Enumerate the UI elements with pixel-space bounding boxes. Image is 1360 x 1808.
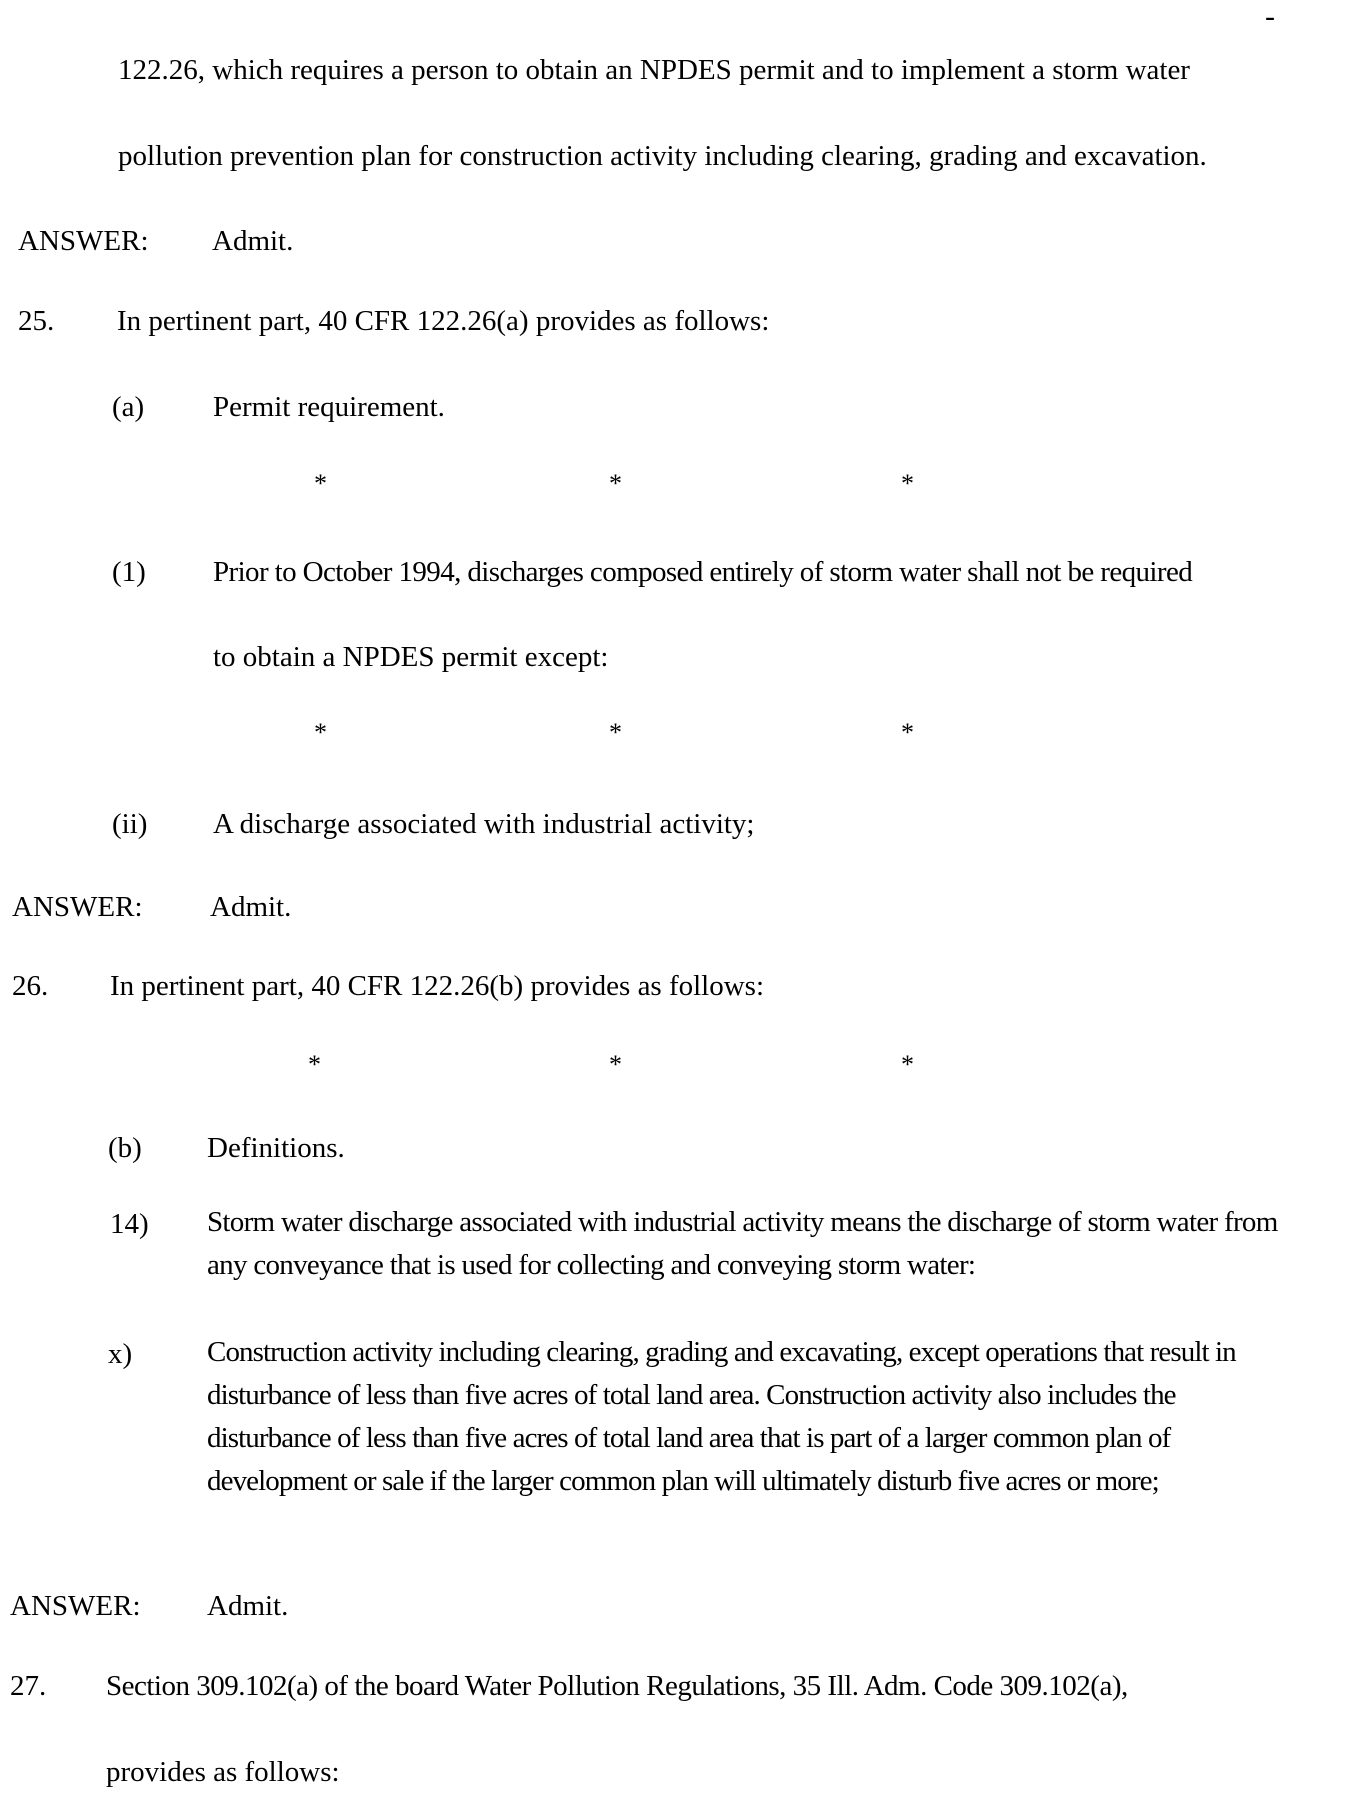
answer-label: ANSWER: xyxy=(10,1590,141,1622)
ellipsis-star: * xyxy=(901,718,914,747)
ellipsis-star: * xyxy=(609,469,622,498)
ellipsis-star: * xyxy=(901,1050,914,1079)
sub-text-b: Definitions. xyxy=(207,1132,345,1164)
p27-line-2: provides as follows: xyxy=(106,1756,340,1788)
paragraph-number: 25. xyxy=(18,305,55,337)
sub-label-1: (1) xyxy=(112,556,146,588)
sub-label-a: (a) xyxy=(112,391,145,423)
answer-label: ANSWER: xyxy=(18,225,149,257)
sub-text-14: Storm water discharge associated with industrial activity means the discharge of storm water from any conveyance that is used for collecting and conveying storm water: xyxy=(207,1206,1278,1281)
paragraph-number: 26. xyxy=(12,970,49,1002)
paragraph-number: 27. xyxy=(10,1670,47,1702)
ellipsis-star: * xyxy=(609,718,622,747)
sub-text-1-line-1: Prior to October 1994, discharges composed entirely of storm water shall not be required xyxy=(213,556,1193,588)
sub-label-b: (b) xyxy=(108,1132,142,1164)
sub-text-1-line-2: to obtain a NPDES permit except: xyxy=(213,641,609,673)
ellipsis-star: * xyxy=(901,469,914,498)
answer-text: Admit. xyxy=(212,225,294,257)
answer-text: Admit. xyxy=(210,891,292,923)
answer-text: Admit. xyxy=(207,1590,289,1622)
p24-line-2: pollution prevention plan for construction activity including clearing, grading and excavation. xyxy=(118,140,1207,172)
sub-label-14: 14) xyxy=(110,1208,149,1240)
ellipsis-star: * xyxy=(308,1050,321,1079)
sub-text-a: Permit requirement. xyxy=(213,391,445,423)
sub-text-x: Construction activity including clearing, grading and excavating, except operations that result in disturbance of less than five acres of total land area. Construction activity also includes the disturbance of less than five acres of total land area that is part of a larger common plan of development or sale if the larger common plan will ultimately disturb five acres or more; xyxy=(207,1336,1236,1497)
p25-intro: In pertinent part, 40 CFR 122.26(a) provides as follows: xyxy=(117,305,770,337)
p26-intro: In pertinent part, 40 CFR 122.26(b) provides as follows: xyxy=(110,970,765,1002)
sub-label-x: x) xyxy=(108,1338,133,1370)
p27-line-1: Section 309.102(a) of the board Water Pollution Regulations, 35 Ill. Adm. Code 309.102(a), xyxy=(106,1670,1128,1702)
ellipsis-star: * xyxy=(609,1050,622,1079)
sub-label-ii: (ii) xyxy=(112,808,148,840)
answer-label: ANSWER: xyxy=(12,891,143,923)
ellipsis-star: * xyxy=(314,469,327,498)
sub-text-ii: A discharge associated with industrial activity; xyxy=(213,808,755,840)
ellipsis-star: * xyxy=(314,718,327,747)
corner-mark: - xyxy=(1265,0,1275,33)
p24-line-1: 122.26, which requires a person to obtain an NPDES permit and to implement a storm water xyxy=(118,54,1190,86)
